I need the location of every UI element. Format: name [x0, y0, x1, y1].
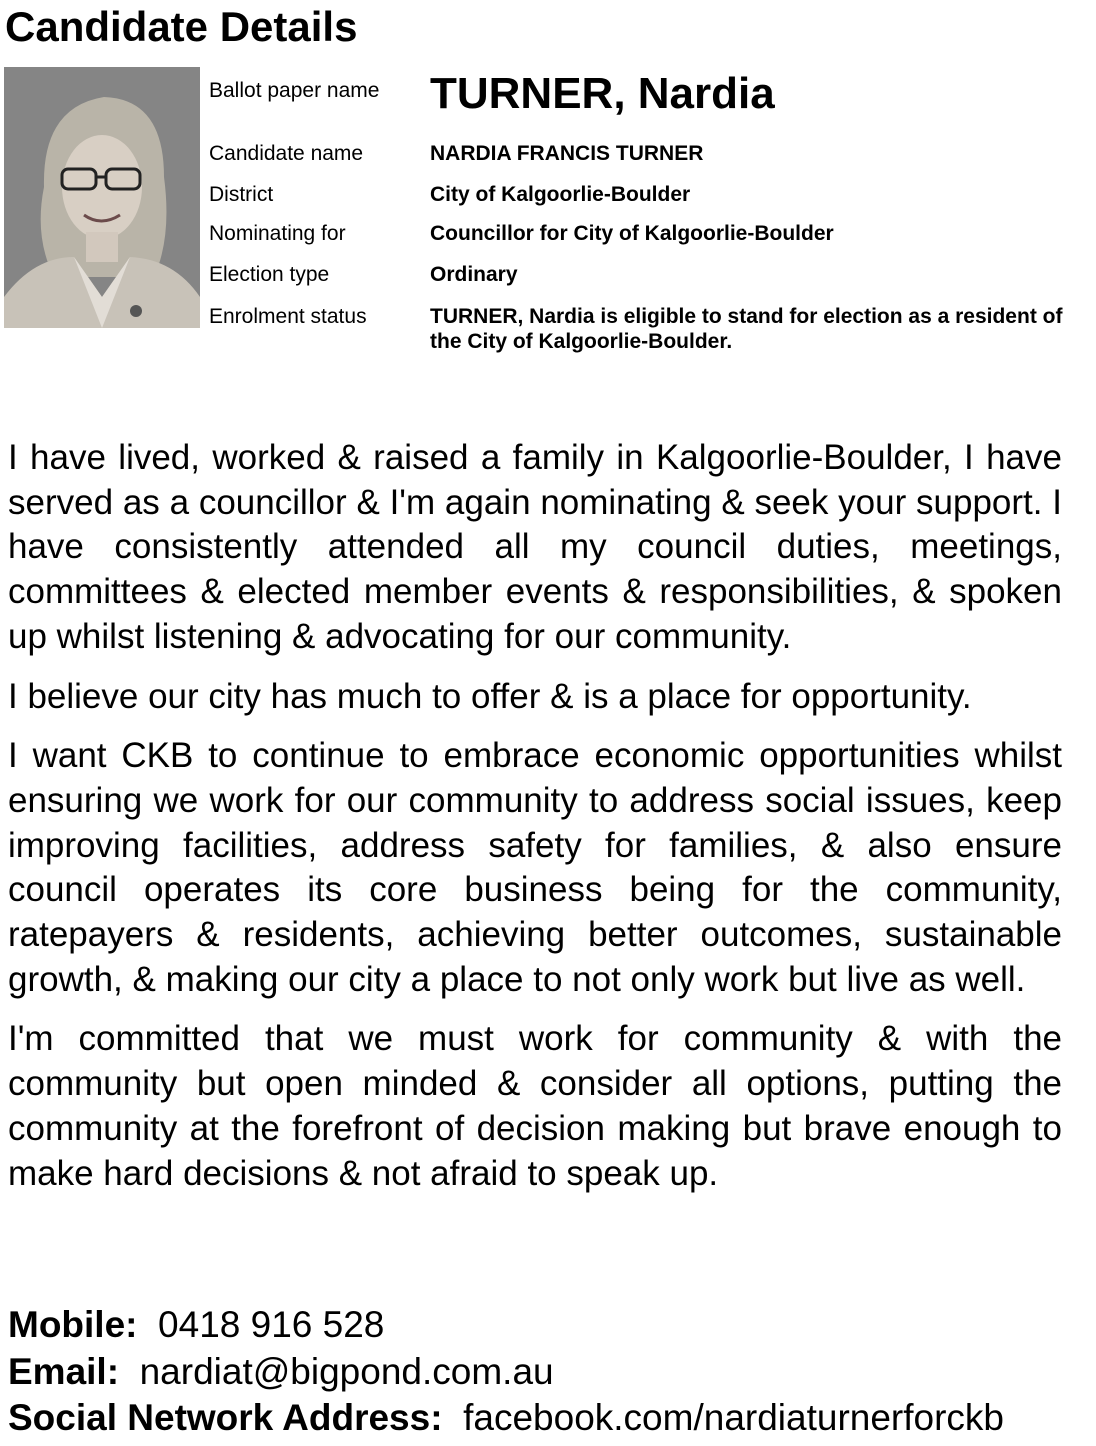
candidate-name-value: NARDIA FRANCIS TURNER — [430, 142, 704, 165]
mobile-value: 0418 916 528 — [158, 1304, 385, 1345]
statement-paragraph: I want CKB to continue to embrace economic opportunities whilst ensuring we work for our community to address social issues, keep improving facilities, address safety for families, & also ensure council operates its core business being for the community, ratepayers & residents, achieving better outcomes, sustainable growth, & making our city a place to not only work but live as well. — [8, 736, 1062, 999]
statement-paragraph: I'm committed that we must work for community & with the community but open minded & consider all options, putting the community at the forefront of decision making but brave enough to make hard decisions & not afraid to speak up. — [8, 1019, 1062, 1193]
nominating-for-label: Nominating for — [209, 222, 346, 245]
email-label: Email: — [8, 1350, 120, 1392]
district-value: City of Kalgoorlie-Boulder — [430, 183, 691, 206]
election-type-value: Ordinary — [430, 263, 518, 286]
candidate-portrait-icon — [4, 67, 200, 328]
ballot-name-value: TURNER, Nardia — [430, 69, 775, 118]
mobile-line — [8, 1302, 1088, 1349]
election-type-label: Election type — [209, 263, 330, 286]
district-label: District — [209, 183, 274, 206]
ballot-name-label: Ballot paper name — [209, 79, 380, 102]
nominating-for-value: Councillor for City of Kalgoorlie-Boulder — [430, 222, 834, 245]
social-line — [8, 1395, 1088, 1442]
email-line — [8, 1349, 1088, 1396]
detail-row-ballot-name — [209, 64, 1096, 120]
enrolment-status-value: TURNER, Nardia is eligible to stand for election as a resident of the City of Kalgoorlie-Boulder. — [430, 305, 1063, 353]
candidate-statement — [8, 436, 1062, 1211]
page-title: Candidate Details — [5, 3, 358, 50]
social-value: facebook.com/nardiaturnerforckb — [463, 1397, 1004, 1438]
enrolment-status-label: Enrolment status — [209, 305, 367, 328]
contact-details — [8, 1302, 1088, 1442]
mobile-label: Mobile: — [8, 1304, 138, 1345]
statement-paragraph: I have lived, worked & raised a family in Kalgoorlie-Boulder, I have served as a councillor & I'm again nominating & seek your support. I have consistently attended all my council duties, meetings, committees & elected member events & responsibilities, & spoken up whilst listening & advocating for our community. — [8, 438, 1062, 656]
social-label: Social Network Address: — [8, 1397, 443, 1438]
candidate-name-label: Candidate name — [209, 142, 364, 165]
candidate-photo — [4, 67, 200, 328]
email-value: nardiat@bigpond.com.au — [139, 1350, 554, 1392]
statement-paragraph: I believe our city has much to offer & is a place for opportunity. — [8, 676, 972, 716]
